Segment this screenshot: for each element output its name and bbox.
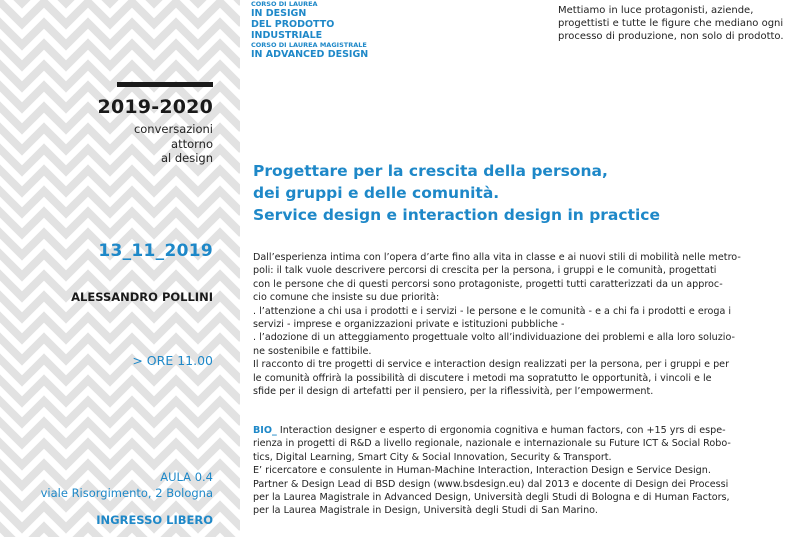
talk-title-line: Progettare per la crescita della persona, bbox=[253, 162, 608, 180]
description-line: Il racconto di tre progetti di service e interaction design realizzati per la persona, per i gruppi e per bbox=[253, 359, 730, 371]
bio-line: tics, Digital Learning, Smart City & Social Innovation, Security & Transport. bbox=[253, 451, 612, 463]
zigzag-stripe bbox=[0, 380, 240, 402]
event-date: 13_11_2019 bbox=[98, 241, 213, 261]
description-line: poli: il talk vuole descrivere percorsi di crescita per la persona, i gruppi e le comunità, progettati bbox=[253, 265, 717, 277]
description-line: ne sostenibile e fattibile. bbox=[253, 345, 372, 357]
description-line: cio comune che insiste su due priorità: bbox=[253, 292, 440, 304]
bio-line: E’ ricercatore e consulente in Human-Machine Interaction, Interaction Design e Service Design. bbox=[253, 465, 711, 477]
bio-line bbox=[253, 424, 773, 437]
course-label: CORSO DI LAUREA bbox=[251, 0, 318, 8]
series-year: 2019-2020 bbox=[97, 96, 213, 118]
description-line: servizi - imprese e organizzazioni private e istituzioni pubbliche - bbox=[253, 319, 565, 331]
zigzag-stripe bbox=[0, 527, 240, 537]
description-line: Dall’esperienza intima con l’opera d’arte fino alla vita in classe e ai nuovi stili di mobilità nelle metro- bbox=[253, 252, 741, 263]
series-subtitle-line: al design bbox=[160, 151, 213, 165]
zigzag-stripe bbox=[0, 170, 240, 192]
entry-notice: INGRESSO LIBERO bbox=[96, 513, 213, 527]
speaker-name: ALESSANDRO POLLINI bbox=[71, 290, 213, 304]
zigzag-stripe bbox=[0, 0, 240, 3]
bio-label: BIO_ bbox=[253, 425, 277, 436]
bio-line: Partner & Design Lead di BSD design (www.bsdesign.eu) dal 2013 e docente di Design dei Processi bbox=[253, 478, 729, 490]
series-subtitle-line: attorno bbox=[171, 136, 213, 151]
description-line: sfide per il design di artefatti per il pensiero, per la riflessività, per l’empowerment. bbox=[253, 386, 654, 398]
event-time: > ORE 11.00 bbox=[132, 353, 213, 368]
zigzag-background-pattern bbox=[0, 0, 240, 537]
zigzag-stripe bbox=[0, 317, 240, 339]
description-line: . l’attenzione a chi usa i prodotti e i servizi - le persone e le comunità - e a chi fa i prodotti e eroga i bbox=[253, 305, 732, 317]
bio-line: per la Laurea Magistrale in Advanced Design, Università degli Studi di Bologna e di Human Factors, bbox=[253, 492, 730, 504]
zigzag-stripe bbox=[0, 191, 240, 213]
talk-title bbox=[253, 160, 660, 226]
zigzag-stripe bbox=[0, 443, 240, 465]
course-header bbox=[251, 0, 368, 60]
event-location bbox=[41, 469, 213, 501]
intro-text: Mettiamo in luce protagonisti, aziende, progettisti e tutte le figure che mediano ogni processo di produzione, non solo di prodotto. bbox=[558, 5, 784, 42]
description-line: . l’adozione di un atteggiamento progettuale volto all’individuazione dei problemi e alla loro soluzio- bbox=[253, 332, 735, 344]
course-name: DEL PRODOTTO bbox=[251, 19, 335, 30]
talk-description bbox=[253, 251, 773, 398]
zigzag-stripe bbox=[0, 23, 240, 45]
talk-title-line: Service design e interaction design in practice bbox=[253, 206, 661, 224]
course-name: IN ADVANCED DESIGN bbox=[251, 49, 369, 60]
zigzag-pattern-graphic bbox=[0, 0, 240, 537]
speaker-bio bbox=[253, 424, 773, 518]
zigzag-stripe bbox=[0, 44, 240, 66]
series-subtitle bbox=[134, 122, 213, 166]
zigzag-stripe bbox=[0, 401, 240, 423]
bio-text: Interaction designer e esperto di ergonomia cognitiva e human factors, con +15 yrs di espe- bbox=[276, 425, 726, 436]
bio-line: rienza in progetti di R&D a livello regionale, nazionale e internazionale su Future ICT & Social Robo- bbox=[253, 438, 731, 450]
zigzag-stripe bbox=[0, 212, 240, 234]
series-subtitle-line: conversazioni bbox=[133, 122, 213, 136]
event-room: AULA 0.4 bbox=[160, 470, 213, 484]
talk-title-line: dei gruppi e delle comunità. bbox=[253, 184, 500, 202]
course-name: IN DESIGN bbox=[251, 8, 307, 19]
course-label: CORSO DI LAUREA MAGISTRALE bbox=[251, 41, 367, 49]
event-address: viale Risorgimento, 2 Bologna bbox=[40, 486, 213, 500]
description-line: le comunità offrirà la possibilità di discutere i metodi ma sopratutto le opportunità, i vincoli e le bbox=[253, 372, 712, 384]
bio-line: per la Laurea Magistrale in Design, Università degli Studi di San Marino. bbox=[253, 505, 598, 517]
header-bar bbox=[117, 82, 213, 87]
description-line: con le persone che di questi percorsi sono protagoniste, progetti tutti caratterizzati da un approc- bbox=[253, 278, 723, 290]
zigzag-stripe bbox=[0, 422, 240, 444]
course-name: INDUSTRIALE bbox=[251, 30, 323, 41]
zigzag-stripe bbox=[0, 2, 240, 24]
